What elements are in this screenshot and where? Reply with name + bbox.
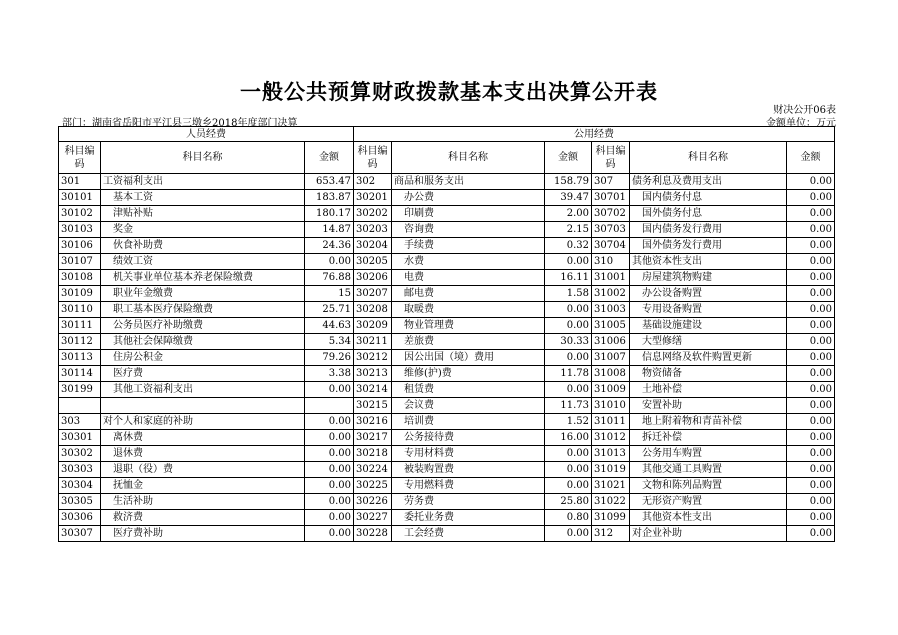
name-cell: 基础设施建设 [630, 318, 787, 334]
name-cell: 职业年金缴费 [101, 286, 305, 302]
amount-cell: 11.73 [545, 398, 592, 414]
amount-cell: 0.00 [787, 414, 835, 430]
name-cell: 商品和服务支出 [392, 174, 545, 190]
code-cell: 30208 [354, 302, 392, 318]
name-cell: 地上附着物和青苗补偿 [630, 414, 787, 430]
name-cell: 国内债务付息 [630, 190, 787, 206]
amount-cell: 158.79 [545, 174, 592, 190]
code-cell: 30202 [354, 206, 392, 222]
code-cell: 30302 [59, 446, 101, 462]
table-row [59, 190, 835, 206]
amount-cell: 0.00 [305, 526, 354, 542]
code-cell: 31009 [592, 382, 630, 398]
code-cell: 312 [592, 526, 630, 542]
amount-cell: 0.00 [787, 510, 835, 526]
code-cell: 303 [59, 414, 101, 430]
name-cell: 土地补偿 [630, 382, 787, 398]
name-cell: 物资储备 [630, 366, 787, 382]
name-cell: 水费 [392, 254, 545, 270]
code-cell: 30201 [354, 190, 392, 206]
amount-cell: 0.00 [787, 462, 835, 478]
code-cell: 301 [59, 174, 101, 190]
amount-cell: 79.26 [305, 350, 354, 366]
table-row [59, 366, 835, 382]
code-cell: 30110 [59, 302, 101, 318]
name-cell: 拆迁补偿 [630, 430, 787, 446]
name-cell: 国外债务付息 [630, 206, 787, 222]
table-row [59, 270, 835, 286]
table-row [59, 446, 835, 462]
amount-cell: 15 [305, 286, 354, 302]
name-cell: 生活补助 [101, 494, 305, 510]
name-cell: 津贴补贴 [101, 206, 305, 222]
amount-cell: 2.15 [545, 222, 592, 238]
name-cell: 住房公积金 [101, 350, 305, 366]
amount-cell: 0.00 [305, 446, 354, 462]
name-cell: 职工基本医疗保险缴费 [101, 302, 305, 318]
amount-cell: 0.00 [787, 526, 835, 542]
table-row [59, 414, 835, 430]
name-cell: 抚恤金 [101, 478, 305, 494]
code-cell: 310 [592, 254, 630, 270]
table-row [59, 494, 835, 510]
amount-cell: 16.00 [545, 430, 592, 446]
amount-cell: 0.00 [305, 382, 354, 398]
code-cell: 30204 [354, 238, 392, 254]
code-cell: 30216 [354, 414, 392, 430]
name-cell: 绩效工资 [101, 254, 305, 270]
code-cell [59, 398, 101, 414]
name-cell: 物业管理费 [392, 318, 545, 334]
name-cell: 办公费 [392, 190, 545, 206]
name-cell: 委托业务费 [392, 510, 545, 526]
name-cell: 专用燃料费 [392, 478, 545, 494]
name-cell: 其他社会保障缴费 [101, 334, 305, 350]
name-cell: 电费 [392, 270, 545, 286]
amount-cell: 0.00 [787, 190, 835, 206]
name-cell: 救济费 [101, 510, 305, 526]
amount-cell: 0.00 [305, 254, 354, 270]
amount-cell: 14.87 [305, 222, 354, 238]
name-cell: 其他工资福利支出 [101, 382, 305, 398]
table-row [59, 238, 835, 254]
amount-cell: 0.00 [787, 286, 835, 302]
amount-cell: 0.00 [787, 446, 835, 462]
code-cell: 30228 [354, 526, 392, 542]
name-cell: 专用设备购置 [630, 302, 787, 318]
department-label: 部门：湖南省岳阳市平江县三墩乡2018年度部门决算 [62, 118, 298, 129]
header-name: 科目名称 [392, 142, 545, 174]
name-cell: 机关事业单位基本养老保险缴费 [101, 270, 305, 286]
name-cell: 大型修缮 [630, 334, 787, 350]
name-cell: 公务用车购置 [630, 446, 787, 462]
code-cell: 30305 [59, 494, 101, 510]
name-cell: 专用材料费 [392, 446, 545, 462]
name-cell: 国外债务发行费用 [630, 238, 787, 254]
amount-cell: 0.00 [787, 222, 835, 238]
name-cell: 对企业补助 [630, 526, 787, 542]
amount-cell: 0.00 [545, 350, 592, 366]
name-cell: 债务利息及费用支出 [630, 174, 787, 190]
table-row [59, 478, 835, 494]
code-cell: 31002 [592, 286, 630, 302]
name-cell [101, 398, 305, 414]
code-cell: 30304 [59, 478, 101, 494]
name-cell: 离休费 [101, 430, 305, 446]
amount-cell: 0.00 [787, 478, 835, 494]
code-cell: 30306 [59, 510, 101, 526]
name-cell: 公务接待费 [392, 430, 545, 446]
code-cell: 30702 [592, 206, 630, 222]
header-code: 科目编码 [59, 142, 101, 174]
code-cell: 30212 [354, 350, 392, 366]
amount-cell: 11.78 [545, 366, 592, 382]
amount-cell: 0.00 [305, 430, 354, 446]
amount-cell: 16.11 [545, 270, 592, 286]
amount-cell: 44.63 [305, 318, 354, 334]
code-cell: 31010 [592, 398, 630, 414]
amount-cell: 0.00 [545, 526, 592, 542]
amount-cell: 0.00 [787, 382, 835, 398]
code-cell: 30217 [354, 430, 392, 446]
amount-cell: 0.00 [787, 270, 835, 286]
code-cell: 31099 [592, 510, 630, 526]
amount-cell: 76.88 [305, 270, 354, 286]
code-cell: 30224 [354, 462, 392, 478]
code-cell: 30211 [354, 334, 392, 350]
page-title: 一般公共预算财政拨款基本支出决算公开表 [240, 79, 658, 104]
header-amount: 金额 [545, 142, 592, 174]
amount-cell: 0.00 [787, 430, 835, 446]
amount-cell: 180.17 [305, 206, 354, 222]
amount-cell: 183.87 [305, 190, 354, 206]
table-row [59, 318, 835, 334]
amount-cell: 0.00 [545, 254, 592, 270]
expenditure-table-wrap [58, 126, 834, 542]
amount-cell: 0.32 [545, 238, 592, 254]
amount-cell: 0.00 [787, 334, 835, 350]
code-cell: 30102 [59, 206, 101, 222]
name-cell: 工会经费 [392, 526, 545, 542]
unit-label: 金额单位：万元 [766, 118, 836, 129]
name-cell: 奖金 [101, 222, 305, 238]
form-number: 财决公开06表 [773, 105, 836, 116]
name-cell: 差旅费 [392, 334, 545, 350]
code-cell: 30701 [592, 190, 630, 206]
code-cell: 30213 [354, 366, 392, 382]
table-row [59, 334, 835, 350]
code-cell: 30114 [59, 366, 101, 382]
amount-cell: 0.80 [545, 510, 592, 526]
expenditure-table [58, 126, 835, 542]
code-cell: 30203 [354, 222, 392, 238]
name-cell: 基本工资 [101, 190, 305, 206]
name-cell: 安置补助 [630, 398, 787, 414]
name-cell: 退休费 [101, 446, 305, 462]
code-cell: 31022 [592, 494, 630, 510]
code-cell: 31008 [592, 366, 630, 382]
group-personnel: 人员经费 [59, 127, 354, 142]
code-cell: 30109 [59, 286, 101, 302]
header-amount: 金额 [305, 142, 354, 174]
name-cell: 无形资产购置 [630, 494, 787, 510]
amount-cell: 39.47 [545, 190, 592, 206]
code-cell: 30303 [59, 462, 101, 478]
code-cell: 31006 [592, 334, 630, 350]
code-cell: 30301 [59, 430, 101, 446]
code-cell: 30226 [354, 494, 392, 510]
code-cell: 30215 [354, 398, 392, 414]
name-cell: 印刷费 [392, 206, 545, 222]
amount-cell: 30.33 [545, 334, 592, 350]
name-cell: 信息网络及软件购置更新 [630, 350, 787, 366]
code-cell: 30703 [592, 222, 630, 238]
table-row [59, 302, 835, 318]
code-cell: 31011 [592, 414, 630, 430]
code-cell: 302 [354, 174, 392, 190]
amount-cell: 0.00 [787, 366, 835, 382]
code-cell: 30199 [59, 382, 101, 398]
amount-cell: 1.58 [545, 286, 592, 302]
name-cell: 医疗费补助 [101, 526, 305, 542]
amount-cell: 1.52 [545, 414, 592, 430]
group-public: 公用经费 [354, 127, 835, 142]
amount-cell: 0.00 [545, 382, 592, 398]
amount-cell: 0.00 [787, 398, 835, 414]
name-cell: 房屋建筑物购建 [630, 270, 787, 286]
name-cell: 因公出国（境）费用 [392, 350, 545, 366]
header-name: 科目名称 [101, 142, 305, 174]
table-row [59, 382, 835, 398]
amount-cell: 0.00 [545, 302, 592, 318]
amount-cell: 5.34 [305, 334, 354, 350]
amount-cell: 0.00 [545, 478, 592, 494]
code-cell: 30225 [354, 478, 392, 494]
amount-cell: 0.00 [787, 494, 835, 510]
table-row [59, 286, 835, 302]
code-cell: 30103 [59, 222, 101, 238]
code-cell: 30111 [59, 318, 101, 334]
name-cell: 邮电费 [392, 286, 545, 302]
amount-cell: 3.38 [305, 366, 354, 382]
name-cell: 办公设备购置 [630, 286, 787, 302]
name-cell: 公务员医疗补助缴费 [101, 318, 305, 334]
header-name: 科目名称 [630, 142, 787, 174]
table-row [59, 254, 835, 270]
header-amount: 金额 [787, 142, 835, 174]
header-code: 科目编码 [592, 142, 630, 174]
code-cell: 30112 [59, 334, 101, 350]
name-cell: 其他资本性支出 [630, 510, 787, 526]
table-row [59, 174, 835, 190]
header-code: 科目编码 [354, 142, 392, 174]
amount-cell: 25.80 [545, 494, 592, 510]
amount-cell: 0.00 [545, 462, 592, 478]
name-cell: 租赁费 [392, 382, 545, 398]
table-row [59, 510, 835, 526]
amount-cell: 0.00 [787, 254, 835, 270]
amount-cell: 24.36 [305, 238, 354, 254]
code-cell: 31012 [592, 430, 630, 446]
amount-cell: 0.00 [305, 462, 354, 478]
column-header-row [59, 142, 835, 174]
table-body [59, 174, 835, 542]
amount-cell: 0.00 [305, 414, 354, 430]
name-cell: 劳务费 [392, 494, 545, 510]
code-cell: 30307 [59, 526, 101, 542]
code-cell: 307 [592, 174, 630, 190]
name-cell: 其他资本性支出 [630, 254, 787, 270]
name-cell: 文物和陈列品购置 [630, 478, 787, 494]
amount-cell: 653.47 [305, 174, 354, 190]
code-cell: 31005 [592, 318, 630, 334]
code-cell: 31019 [592, 462, 630, 478]
name-cell: 被装购置费 [392, 462, 545, 478]
amount-cell: 0.00 [787, 302, 835, 318]
amount-cell: 0.00 [545, 446, 592, 462]
table-row [59, 350, 835, 366]
code-cell: 30108 [59, 270, 101, 286]
name-cell: 维修(护)费 [392, 366, 545, 382]
code-cell: 30227 [354, 510, 392, 526]
name-cell: 国内债务发行费用 [630, 222, 787, 238]
code-cell: 31021 [592, 478, 630, 494]
table-row [59, 206, 835, 222]
code-cell: 30207 [354, 286, 392, 302]
amount-cell [305, 398, 354, 414]
name-cell: 手续费 [392, 238, 545, 254]
code-cell: 30218 [354, 446, 392, 462]
code-cell: 30206 [354, 270, 392, 286]
name-cell: 咨询费 [392, 222, 545, 238]
amount-cell: 2.00 [545, 206, 592, 222]
code-cell: 31003 [592, 302, 630, 318]
amount-cell: 0.00 [305, 478, 354, 494]
name-cell: 取暖费 [392, 302, 545, 318]
code-cell: 31013 [592, 446, 630, 462]
name-cell: 其他交通工具购置 [630, 462, 787, 478]
code-cell: 31007 [592, 350, 630, 366]
name-cell: 会议费 [392, 398, 545, 414]
amount-cell: 0.00 [787, 350, 835, 366]
amount-cell: 0.00 [787, 238, 835, 254]
name-cell: 伙食补助费 [101, 238, 305, 254]
table-row [59, 462, 835, 478]
name-cell: 培训费 [392, 414, 545, 430]
group-header-row [59, 127, 835, 142]
amount-cell: 0.00 [545, 318, 592, 334]
table-row [59, 222, 835, 238]
code-cell: 30101 [59, 190, 101, 206]
code-cell: 30214 [354, 382, 392, 398]
code-cell: 30113 [59, 350, 101, 366]
code-cell: 30209 [354, 318, 392, 334]
amount-cell: 25.71 [305, 302, 354, 318]
name-cell: 医疗费 [101, 366, 305, 382]
amount-cell: 0.00 [787, 174, 835, 190]
amount-cell: 0.00 [305, 494, 354, 510]
name-cell: 对个人和家庭的补助 [101, 414, 305, 430]
amount-cell: 0.00 [787, 206, 835, 222]
code-cell: 31001 [592, 270, 630, 286]
table-row [59, 398, 835, 414]
amount-cell: 0.00 [787, 318, 835, 334]
table-row [59, 430, 835, 446]
amount-cell: 0.00 [305, 510, 354, 526]
name-cell: 工资福利支出 [101, 174, 305, 190]
table-row [59, 526, 835, 542]
code-cell: 30106 [59, 238, 101, 254]
code-cell: 30704 [592, 238, 630, 254]
code-cell: 30107 [59, 254, 101, 270]
code-cell: 30205 [354, 254, 392, 270]
name-cell: 退职（役）费 [101, 462, 305, 478]
